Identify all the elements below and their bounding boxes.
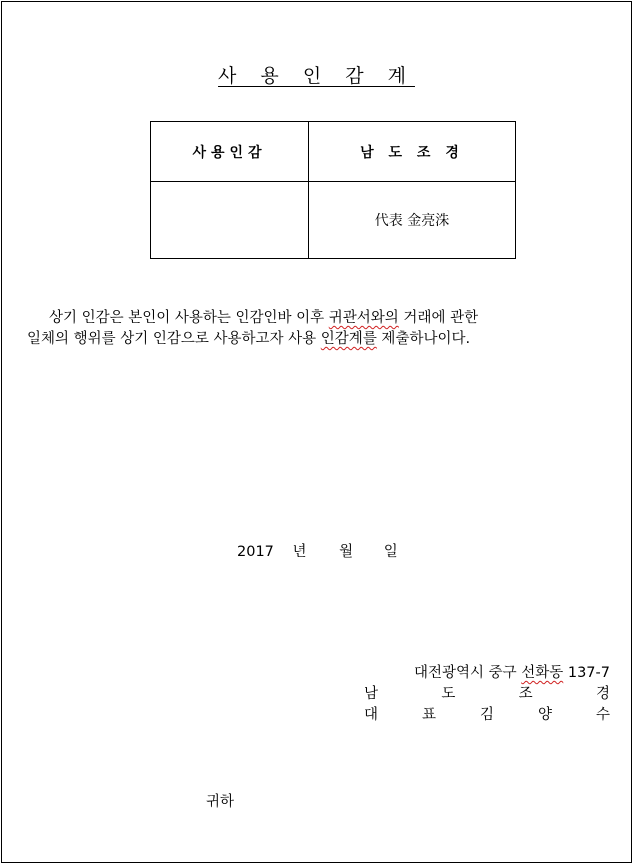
address-block [364, 663, 610, 726]
document-title: 사 용 인 감 계 [218, 65, 415, 87]
representative-name: 대 표 김 양 수 [364, 707, 610, 723]
document-page [1, 1, 632, 863]
seal-impression-cell [151, 182, 309, 259]
body-paragraph [27, 308, 597, 350]
address-line: 대전광역시 중구 선화동 137-7 [413, 665, 610, 681]
body-line-2: 일체의 행위를 상기 인감으로 사용하고자 사용 인감계를 제출하나이다. [27, 331, 471, 347]
recipient: 귀하 [206, 794, 235, 810]
date-month-unit: 월 [339, 544, 354, 560]
body-line-1: 상기 인감은 본인이 사용하는 인감인바 이후 귀관서와의 거래에 관한 [49, 310, 479, 326]
date-day-unit: 일 [383, 544, 398, 560]
seal-header-left: 사용인감 [151, 122, 309, 182]
seal-header-right: 남 도 조 경 [309, 122, 516, 182]
seal-name-cell: 代表 金亮洙 [309, 182, 516, 259]
seal-table [150, 121, 516, 259]
date-year: 2017 [237, 544, 274, 560]
date-year-unit: 년 [292, 544, 307, 560]
company-name: 남 도 조 경 [364, 686, 610, 702]
date-line [237, 540, 412, 561]
